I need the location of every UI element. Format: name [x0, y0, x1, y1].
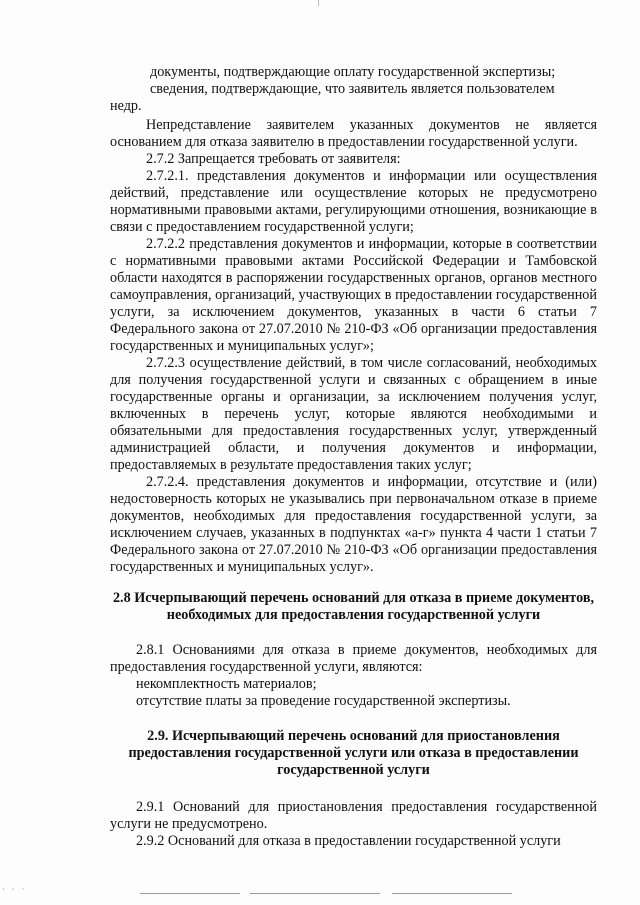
paragraph-subsoil-continuation: недр.: [110, 98, 142, 114]
scan-mark: [318, 0, 319, 6]
scan-artifact-line: [392, 893, 512, 894]
clause-2-7-2: 2.7.2 Запрещается требовать от заявителя:: [146, 151, 401, 167]
section-heading-2-8: 2.8 Исчерпывающий перечень оснований для отказа в приеме документов, необходимых для предоставления государственной услуги: [112, 590, 595, 623]
clause-2-9-2: 2.9.2 Оснований для отказа в предоставлении государственной услуги: [136, 833, 561, 849]
paragraph-non-submission: Непредставление заявителем указанных документов не является основанием для отказа заявителю в предоставлении государственной услуги.: [110, 117, 597, 150]
clause-2-7-2-1: 2.7.2.1. представления документов и информации или осуществления действий, представление или осуществление которых не предусмотрено нормативными правовыми актами, регулирующими отношения, возникающие в связи с предоставлением государственной услуги;: [110, 168, 597, 235]
scan-artifact-dots: · · ·: [2, 885, 27, 895]
scan-artifact-line: [140, 893, 240, 894]
reason-no-payment: отсутствие платы за проведение государственной экспертизы.: [136, 693, 511, 709]
clause-2-7-2-3: 2.7.2.3 осуществление действий, в том числе согласований, необходимых для получения государственной услуги и связанных с обращением в иные государственные органы и организации, за исключением получения услуг, включенных в перечень услуг, которые являются необходимыми и обязательными для предоставления государственных услуг, утвержденный администрацией области, и получения документов и информации, предоставляемых в результате предоставления таких услуг;: [110, 355, 597, 473]
paragraph-subsoil-user-info: сведения, подтверждающие, что заявитель является пользователем: [150, 81, 555, 97]
scan-artifact-line: [250, 893, 380, 894]
clause-2-8-1: 2.8.1 Основаниями для отказа в приеме документов, необходимых для предоставления государственной услуги, являются:: [110, 642, 597, 675]
clause-2-9-1: 2.9.1 Оснований для приостановления предоставления государственной услуги не предусмотрено.: [110, 799, 597, 832]
clause-2-7-2-2: 2.7.2.2 представления документов и информации, которые в соответствии с нормативными правовыми актами Российской Федерации и Тамбовской области находятся в распоряжении государственных органов, органов местного самоуправления, организаций, участвующих в предоставлении государственной услуги, за исключением документов, указанных в части 6 статьи 7 Федерального закона от 27.07.2010 № 210-ФЗ «Об организации предоставления государственных и муниципальных услуг»;: [110, 236, 597, 354]
clause-2-7-2-4: 2.7.2.4. представления документов и информации, отсутствие и (или) недостоверность которых не указывались при первоначальном отказе в приеме документов, необходимых для предоставления государственной услуги, за исключением случаев, указанных в подпунктах «а-г» пункта 4 части 1 статьи 7 Федерального закона от 27.07.2010 № 210-ФЗ «Об организации предоставления государственных и муниципальных услуг».: [110, 474, 597, 575]
section-heading-2-9: 2.9. Исчерпывающий перечень оснований для приостановления предоставления государственной услуги или отказа в предоставлении государственной услуги: [128, 728, 579, 778]
paragraph-payment-documents: документы, подтверждающие оплату государственной экспертизы;: [150, 64, 556, 80]
document-body: [110, 64, 597, 850]
reason-incomplete-materials: некомплектность материалов;: [136, 676, 317, 692]
